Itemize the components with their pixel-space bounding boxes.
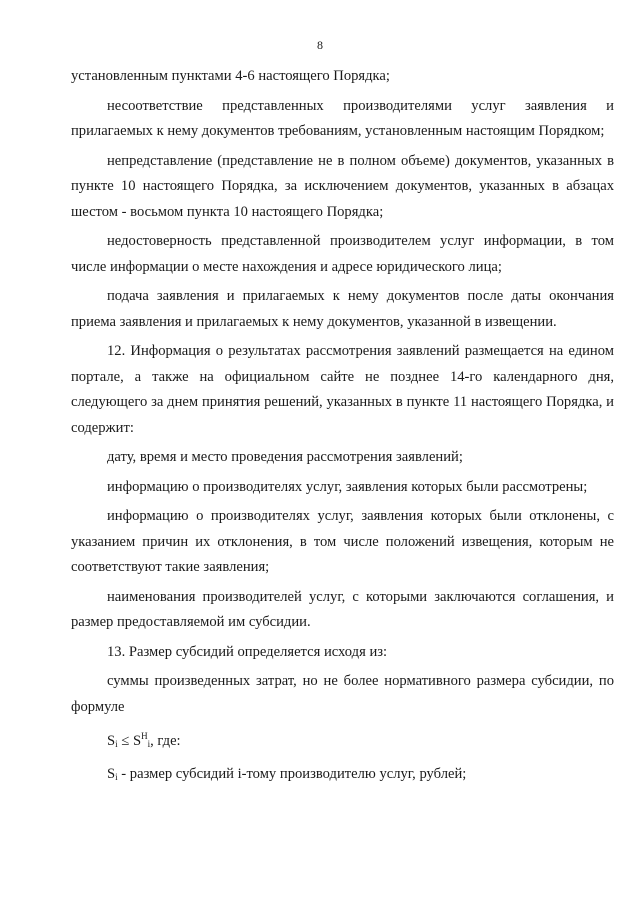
paragraph: непредставление (представление не в полном объеме) документов, указанных в пункте 10 настоящего Порядка, за исключением документов, указанных в абзацах шестом - восьмом пункта 10 настоящего Порядка; [71, 152, 614, 220]
paragraph: наименования производителей услуг, с которыми заключаются соглашения, и размер предоставляемой им субсидии. [71, 588, 614, 630]
paragraph: информацию о производителях услуг, заявления которых были отклонены, с указанием причин их отклонения, в том числе положений извещения, которым не соответствуют такие заявления; [71, 508, 614, 575]
paragraph: недостоверность представленной производителем услуг информации, в том числе информации о месте нахождения и адресе юридического лица; [71, 233, 614, 275]
formula-superscript: Н [141, 731, 148, 741]
definition-subscript: i [115, 771, 118, 782]
definition-text: - размер субсидий i-тому производителю услуг, рублей; [117, 765, 467, 782]
paragraph: несоответствие представленных производителями услуг заявления и прилагаемых к нему документов требованиям, установленным настоящим Порядком; [71, 97, 614, 139]
paragraph: дату, время и место проведения рассмотрения заявлений; [107, 449, 463, 465]
subsidy-formula [71, 724, 614, 758]
formula-operator: ≤ [117, 733, 133, 749]
formula-subscript: i [115, 739, 118, 749]
variable-definition [71, 762, 614, 791]
definition-symbol: S [107, 765, 116, 782]
formula-suffix: , где: [150, 733, 181, 749]
page-number: 8 [317, 38, 323, 52]
paragraph: подача заявления и прилагаемых к нему документов после даты окончания приема заявления и прилагаемых к нему документов, указанной в извещении. [71, 288, 614, 330]
document-body [71, 64, 614, 794]
formula-symbol-norm: S [132, 733, 142, 749]
formula-symbol: S [107, 733, 116, 749]
formula-subscript-norm: i [147, 739, 151, 749]
paragraph: суммы произведенных затрат, но не более нормативного размера субсидии, по формуле [71, 673, 614, 715]
paragraph: информацию о производителях услуг, заявления которых были рассмотрены; [107, 478, 588, 495]
paragraph: установленным пунктами 4-6 настоящего Порядка; [71, 68, 390, 84]
paragraph: 13. Размер субсидий определяется исходя из: [107, 643, 388, 660]
paragraph: 12. Информация о результатах рассмотрения заявлений размещается на едином портале, а также на официальном сайте не позднее 14-го календарного дня, следующего за днем принятия решений, указанных в пункте 11 настоящего Порядка, и содержит: [71, 343, 614, 436]
